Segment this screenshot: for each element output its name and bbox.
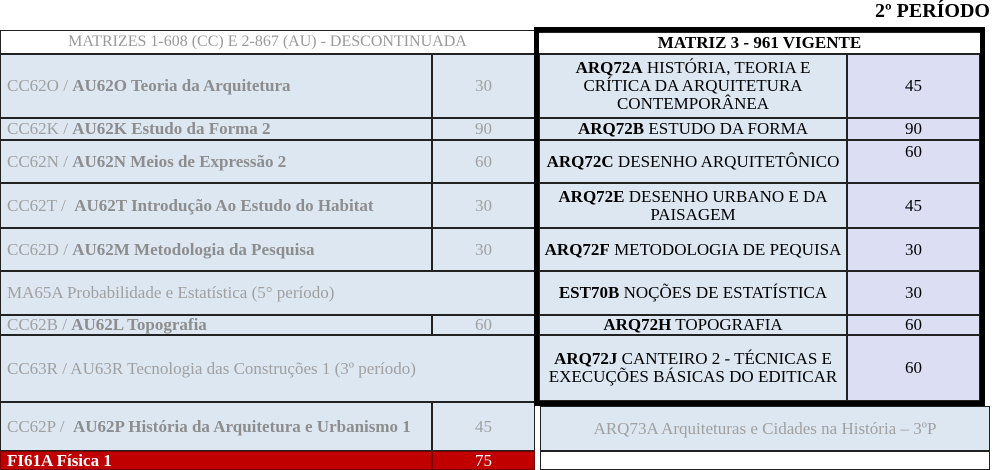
right-header (534, 32, 985, 54)
left-course-code: CC62B / (7, 315, 67, 334)
left-hours-cell (432, 183, 535, 228)
right-hours-cell (847, 140, 980, 183)
right-course-cell (539, 271, 847, 315)
right-hours: 60 (905, 142, 922, 161)
right-course-cell (539, 183, 847, 228)
left-course-code: CC62N / (7, 151, 68, 171)
left-hours-cell (432, 228, 535, 271)
left-course-cell (0, 140, 432, 183)
left-hours: 60 (475, 315, 492, 334)
left-course-code: CC62T / (7, 195, 70, 215)
left-hours: 60 (475, 151, 492, 171)
right-course-name: DESENHO ARQUITETÔNICO (613, 151, 840, 171)
left-hours-cell (432, 54, 535, 118)
right-hours-cell (847, 228, 980, 271)
right-hours-cell (847, 183, 980, 228)
right-course-cell (539, 54, 847, 118)
right-course-name: TOPOGRAFIA (671, 315, 783, 334)
right-extra-text: ARQ73A Arquiteturas e Cidades na História – 3ºP (593, 418, 937, 438)
right-course-code: ARQ72J (554, 349, 618, 368)
left-course-code: CC62D / (7, 239, 68, 259)
left-course-text: MA65A Probabilidade e Estatística (5° período) (7, 283, 335, 302)
right-hours: 90 (905, 119, 922, 138)
left-course-cell (0, 315, 432, 335)
left-course-code: CC62O / (7, 76, 68, 95)
left-course-cell (0, 54, 432, 118)
left-hours-cell (432, 315, 535, 335)
right-course-name: DESENHO URBANO E DA PAISAGEM (624, 186, 828, 224)
right-course-code: ARQ72C (546, 151, 614, 171)
left-course-code: CC62K / (7, 119, 68, 138)
right-hours-cell (847, 315, 980, 335)
right-course-cell (539, 315, 847, 335)
left-course-name: AU62P História da Arquitetura e Urbanismo 1 (72, 416, 411, 436)
right-blank-cell (540, 451, 990, 470)
left-course-cell (0, 335, 535, 402)
right-extra-cell (540, 406, 990, 451)
right-course-name: NOÇÕES DE ESTATÍSTICA (619, 283, 828, 302)
right-course-code: ARQ72H (603, 315, 672, 334)
right-hours: 45 (905, 195, 922, 215)
periodo-title: 2º PERÍODO (875, 0, 990, 22)
right-hours-cell (847, 54, 980, 118)
left-course-cell (0, 402, 432, 451)
left-header (0, 30, 535, 54)
left-course-name: AU62K Estudo da Forma 2 (72, 119, 271, 138)
left-header-text: MATRIZES 1-608 (CC) E 2-867 (AU) - DESCONTINUADA (68, 33, 467, 50)
left-course-name: AU62L Topografia (71, 315, 207, 334)
left-course-cell (0, 271, 535, 315)
right-course-name: CANTEIRO 2 - TÉCNICAS E EXECUÇÕES BÁSICAS DO EDITICAR (548, 349, 838, 386)
left-hours-cell (432, 140, 535, 183)
right-course-code: ARQ72B (577, 119, 645, 138)
right-hours: 60 (905, 358, 922, 377)
right-header-text: MATRIZ 3 - 961 VIGENTE (657, 33, 862, 52)
right-hours-cell (847, 271, 980, 315)
left-course-cell (0, 118, 432, 140)
left-hours: 75 (475, 451, 492, 470)
left-hours-cell (432, 402, 535, 451)
left-course-cell-highlight (0, 451, 432, 470)
right-course-cell (539, 335, 847, 401)
right-course-code: ARQ72E (558, 186, 625, 206)
left-course-text: CC63R / AU63R Tecnologia das Construções 1 (3º período) (7, 358, 416, 378)
right-course-code: EST70B (558, 283, 620, 302)
right-hours-cell (847, 118, 980, 140)
left-hours-cell-highlight (432, 451, 535, 470)
right-course-code: ARQ72A (575, 58, 643, 77)
left-hours-cell (432, 118, 535, 140)
left-hours: 30 (475, 76, 492, 95)
right-hours: 45 (905, 76, 922, 95)
left-hours: 45 (475, 416, 492, 436)
right-course-code: ARQ72F (544, 239, 610, 259)
left-course-code: CC62P / (7, 416, 69, 436)
right-course-cell (539, 228, 847, 271)
right-course-name: ESTUDO DA FORMA (644, 119, 808, 138)
left-course-name: AU62N Meios de Expressão 2 (72, 151, 287, 171)
left-course-name: AU62M Metodologia da Pesquisa (72, 239, 315, 259)
left-course-name: AU62T Introdução Ao Estudo do Habitat (74, 195, 374, 215)
right-course-cell (539, 118, 847, 140)
left-course-cell (0, 183, 432, 228)
left-course-name: AU62O Teoria da Arquitetura (72, 76, 291, 95)
right-hours: 30 (905, 239, 922, 259)
left-hours: 30 (475, 195, 492, 215)
left-hours: 30 (475, 239, 492, 259)
right-course-name: METODOLOGIA DE PEQUISA (609, 239, 842, 259)
right-course-name: HISTÓRIA, TEORIA E CRÍTICA DA ARQUITETURA CONTEMPORÂNEA (583, 58, 811, 113)
left-hours: 90 (475, 119, 492, 138)
right-course-cell (539, 140, 847, 183)
left-course-name: FI61A Física 1 (7, 451, 112, 470)
left-course-cell (0, 228, 432, 271)
right-hours: 60 (905, 315, 922, 334)
right-hours-cell (847, 335, 980, 401)
right-hours: 30 (905, 283, 922, 302)
